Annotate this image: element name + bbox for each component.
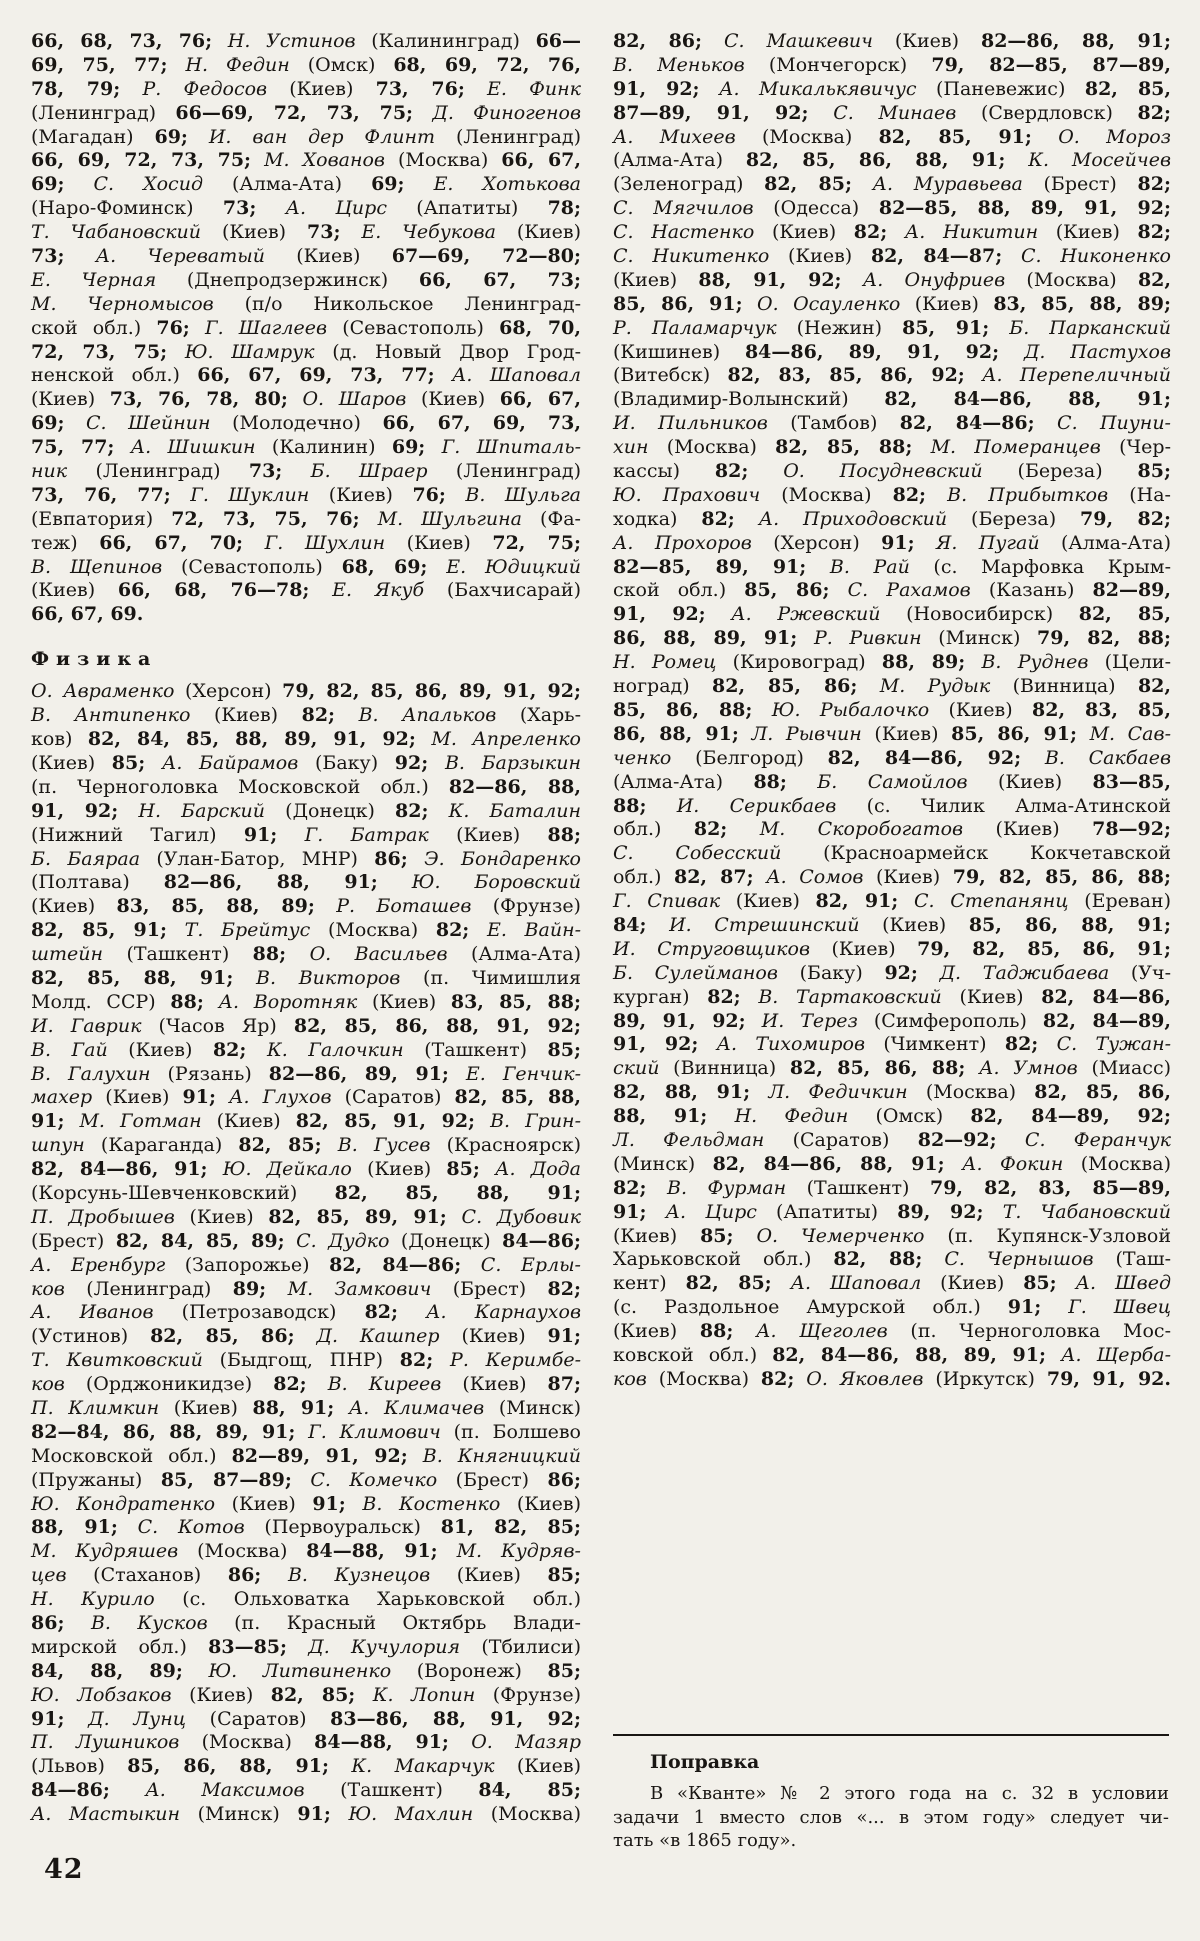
- index-line: (Витебск) 82, 83, 85, 86, 92; А. Перепеличный: [613, 364, 1171, 387]
- index-line: 88; И. Серикбаев (с. Чилик Алма-Атинской: [613, 794, 1171, 817]
- index-line: 91, 92; А. Микалькявичус (Паневежис) 82, 85,: [613, 77, 1172, 100]
- index-line: Московской обл.) 82—89, 91, 92; В. Княгницкий: [31, 1444, 582, 1467]
- index-line: П. Дробышев (Киев) 82, 85, 89, 91; С. Дубовик: [31, 1205, 581, 1228]
- index-line: ков) 82, 84, 85, 88, 89, 91, 92; М. Апреленко: [31, 728, 581, 751]
- index-line: С. Никитенко (Киев) 82, 84—87; С. Никоненко: [613, 245, 1171, 268]
- section-heading-physics: Физика: [31, 648, 158, 671]
- index-line: 69, 75, 77; Н. Федин (Омск) 68, 69, 72, 76,: [31, 53, 581, 76]
- index-line: Т. Чабановский (Киев) 73; Е. Чебукова (Киев): [31, 221, 581, 244]
- index-line: (Наро-Фоминск) 73; А. Цирс (Апатиты) 78;: [31, 197, 582, 220]
- index-line: С. Собесский (Красноармейск Кокчетавской: [613, 842, 1171, 865]
- index-line: (Киев) 88, 91, 92; А. Онуфриев (Москва) 82,: [613, 268, 1171, 291]
- index-line: 87—89, 91, 92; С. Минаев (Свердловск) 82;: [613, 101, 1172, 124]
- index-line: 89, 91, 92; И. Терез (Симферополь) 82, 84—89,: [613, 1009, 1172, 1032]
- index-line: (Киев) 85; О. Чемерченко (п. Купянск-Узловой: [613, 1224, 1171, 1247]
- index-line: (п. Черноголовка Московской обл.) 82—86, 88,: [31, 775, 581, 798]
- index-line: (Минск) 82, 84—86, 88, 91; А. Фокин (Москва): [613, 1152, 1171, 1175]
- index-line: Р. Паламарчук (Нежин) 85, 91; Б. Парканский: [613, 316, 1171, 339]
- right-column: [613, 30, 1171, 1392]
- index-line: 82; В. Фурман (Ташкент) 79, 82, 83, 85—89,: [613, 1176, 1171, 1199]
- index-entries-continued: [31, 30, 581, 627]
- index-line: 86, 88, 91; Л. Рывчин (Киев) 85, 86, 91; М. Сав-: [613, 722, 1171, 745]
- index-line: (Пружаны) 85, 87—89; С. Комечко (Брест) 86;: [31, 1468, 581, 1491]
- index-line: Б. Баяраа (Улан-Батор, МНР) 86; Э. Бондаренко: [31, 847, 581, 870]
- correction-line: В «Кванте» № 2 этого года на с. 32 в условии: [650, 1783, 1169, 1804]
- index-line: 91; Д. Лунц (Саратов) 83—86, 88, 91, 92;: [31, 1707, 581, 1730]
- index-line: (Корсунь-Шевченковский) 82, 85, 88, 91;: [31, 1181, 581, 1204]
- index-line: 84—86; А. Максимов (Ташкент) 84, 85;: [31, 1779, 582, 1802]
- index-line: (Зеленоград) 82, 85; А. Муравьева (Брест) 82;: [613, 173, 1171, 196]
- index-line: 66, 68, 73, 76; Н. Устинов (Калининград) 66—: [31, 30, 582, 52]
- index-line: 88, 91; С. Котов (Первоуральск) 81, 82, 85;: [31, 1516, 582, 1539]
- index-line: кент) 82, 85; А. Шаповал (Киев) 85; А. Швед: [613, 1272, 1172, 1295]
- index-line: хин (Москва) 82, 85, 88; М. Померанцев (Чер-: [613, 436, 1172, 459]
- index-line: ков (Орджоникидзе) 82; В. Киреев (Киев) 87;: [31, 1373, 581, 1396]
- index-line: ходка) 82; А. Приходовский (Береза) 79, 82;: [613, 507, 1172, 530]
- index-line: А. Еренбург (Запорожье) 82, 84—86; С. Ерлы-: [31, 1253, 581, 1276]
- index-line: 82, 85, 91; Т. Брейтус (Москва) 82; Е. Вайн-: [31, 919, 581, 942]
- index-line: 69; С. Шейнин (Молодечно) 66, 67, 69, 73,: [31, 412, 581, 435]
- index-line: 73; А. Череватый (Киев) 67—69, 72—80;: [31, 245, 581, 268]
- index-line: ской обл.) 76; Г. Шаглеев (Севастополь) 68, 70,: [31, 316, 581, 339]
- index-line: 91; А. Цирс (Апатиты) 89, 92; Т. Чабановский: [613, 1200, 1172, 1223]
- index-line: 86, 88, 89, 91; Р. Ривкин (Минск) 79, 82, 88;: [613, 627, 1172, 650]
- index-line: И. Гаврик (Часов Яр) 82, 85, 86, 88, 91, 92;: [31, 1014, 581, 1037]
- index-line: В. Меньков (Мончегорск) 79, 82—85, 87—89,: [613, 53, 1172, 76]
- index-line: В. Щепинов (Севастополь) 68, 69; Е. Юдицкий: [31, 555, 582, 578]
- index-line: (Львов) 85, 86, 88, 91; К. Макарчук (Киев): [31, 1755, 581, 1778]
- index-line: 91, 92; Н. Барский (Донецк) 82; К. Баталин: [31, 799, 582, 822]
- index-line: (Алма-Ата) 88; Б. Самойлов (Киев) 83—85,: [613, 770, 1171, 793]
- index-line: цев (Стаханов) 86; В. Кузнецов (Киев) 85;: [31, 1564, 582, 1587]
- index-line: 84, 88, 89; Ю. Литвиненко (Воронеж) 85;: [31, 1659, 582, 1682]
- index-line: (Кишинев) 84—86, 89, 91, 92; Д. Пастухов: [613, 340, 1172, 363]
- index-line: 78, 79; Р. Федосов (Киев) 73, 76; Е. Финк: [31, 77, 582, 100]
- correction-line: тать «в 1865 году».: [613, 1830, 797, 1852]
- index-line: С. Настенко (Киев) 82; А. Никитин (Киев) 82;: [613, 221, 1171, 244]
- index-line: 91, 92; А. Тихомиров (Чимкент) 82; С. Тужан-: [613, 1033, 1172, 1056]
- index-line: 75, 77; А. Шишкин (Калинин) 69; Г. Шпиталь-: [31, 436, 581, 459]
- index-line: обл.) 82, 87; А. Сомов (Киев) 79, 82, 85, 86, 88;: [613, 866, 1171, 889]
- index-line: (Алма-Ата) 82, 85, 86, 88, 91; К. Мосейчев: [613, 149, 1172, 172]
- index-line: шпун (Караганда) 82, 85; В. Гусев (Красноярск): [31, 1134, 582, 1157]
- index-line: (Ленинград) 66—69, 72, 73, 75; Д. Финогенов: [31, 101, 582, 124]
- index-line: А. Иванов (Петрозаводск) 82; А. Карнаухов: [31, 1301, 581, 1324]
- index-line: (Киев) 85; А. Байрамов (Баку) 92; В. Барзыкин: [31, 751, 581, 774]
- index-line: (Владимир-Волынский) 82, 84—86, 88, 91;: [613, 388, 1171, 411]
- index-line: мирской обл.) 83—85; Д. Кучулория (Тбилиси): [31, 1635, 581, 1658]
- correction-line: задачи 1 вместо слов «... в этом году» следует чи-: [613, 1806, 1169, 1828]
- correction-text: [613, 1782, 1169, 1853]
- index-line: В. Галухин (Рязань) 82—86, 89, 91; Е. Генчик-: [31, 1062, 581, 1085]
- index-line: махер (Киев) 91; А. Глухов (Саратов) 82, 85, 88,: [31, 1086, 581, 1109]
- page-number: 42: [44, 1854, 84, 1885]
- index-line: П. Климкин (Киев) 88, 91; А. Климачев (Минск): [31, 1396, 581, 1419]
- index-line: (Киев) 66, 68, 76—78; Е. Якуб (Бахчисарай): [31, 579, 582, 602]
- index-line: Ю. Прахович (Москва) 82; В. Прибытков (На-: [613, 483, 1171, 506]
- index-line: 72, 73, 75; Ю. Шамрук (д. Новый Двор Грод-: [31, 340, 581, 363]
- index-line: (Киев) 88; А. Щеголев (п. Черноголовка Мос-: [613, 1320, 1171, 1343]
- index-line: (Полтава) 82—86, 88, 91; Ю. Боровский: [31, 871, 581, 894]
- index-line: А. Михеев (Москва) 82, 85, 91; О. Мороз: [613, 125, 1172, 148]
- index-line: ской обл.) 85, 86; С. Рахамов (Казань) 82—89,: [613, 579, 1171, 602]
- left-column: [31, 30, 581, 1827]
- index-line: 73, 76, 77; Г. Шуклин (Киев) 76; В. Шульга: [31, 483, 582, 506]
- index-line: штейн (Ташкент) 88; О. Васильев (Алма-Ата): [31, 943, 581, 966]
- divider-rule: [613, 1734, 1169, 1736]
- index-line: 86; В. Кусков (п. Красный Октябрь Влади-: [31, 1612, 581, 1634]
- index-line: ковской обл.) 82, 84—86, 88, 89, 91; А. Щерба-: [613, 1343, 1172, 1366]
- index-line: В. Антипенко (Киев) 82; В. Апальков (Харь-: [31, 704, 582, 727]
- index-line: (Брест) 82, 84, 85, 89; С. Дудко (Донецк) 84—86;: [31, 1229, 582, 1252]
- correction-note: [613, 1734, 1169, 1853]
- index-line: Ю. Кондратенко (Киев) 91; В. Костенко (Киев): [31, 1492, 581, 1515]
- index-line: М. Черномысов (п/о Никольское Ленинград-: [31, 292, 581, 315]
- index-line: 88, 91; Н. Федин (Омск) 82, 84—89, 92;: [613, 1105, 1172, 1128]
- index-line: (Киев) 73, 76, 78, 80; О. Шаров (Киев) 66, 67,: [31, 388, 581, 411]
- index-line: (Магадан) 69; И. ван дер Флинт (Ленинград): [31, 125, 581, 148]
- index-line: И. Струговщиков (Киев) 79, 82, 85, 86, 91;: [613, 937, 1171, 960]
- index-line: О. Авраменко (Херсон) 79, 82, 85, 86, 89, 91, 92;: [31, 680, 581, 703]
- index-line: обл.) 82; М. Скоробогатов (Киев) 78—92;: [613, 818, 1172, 841]
- index-line: 82—84, 86, 88, 89, 91; Г. Климович (п. Болшево: [31, 1420, 581, 1443]
- index-line: В. Гай (Киев) 82; К. Галочкин (Ташкент) 85;: [31, 1038, 582, 1061]
- index-line: 85, 86, 91; О. Осауленко (Киев) 83, 85, 88, 89;: [613, 292, 1171, 315]
- index-line: (Евпатория) 72, 73, 75, 76; М. Шульгина (Фа-: [31, 507, 581, 530]
- index-line: ноград) 82, 85, 86; М. Рудык (Винница) 82,: [613, 675, 1171, 698]
- index-line: 66, 67, 69.: [31, 603, 144, 626]
- index-line: Т. Квитковский (Быдгощ, ПНР) 82; Р. Керимбе-: [31, 1349, 581, 1372]
- index-line: 82, 86; С. Машкевич (Киев) 82—86, 88, 91;: [613, 30, 1172, 52]
- physics-entries-left: [31, 680, 581, 1827]
- index-line: 66, 69, 72, 73, 75; М. Хованов (Москва) 66, 67,: [31, 149, 582, 172]
- physics-entries-right: [613, 30, 1171, 1392]
- index-line: Н. Ромец (Кировоград) 88, 89; В. Руднев (Цели-: [613, 651, 1171, 674]
- index-line: 91, 92; А. Ржевский (Новосибирск) 82, 85,: [613, 603, 1171, 626]
- index-line: 82, 88, 91; Л. Федичкин (Москва) 82, 85, 86,: [613, 1081, 1171, 1104]
- index-line: ник (Ленинград) 73; Б. Шраер (Ленинград): [31, 460, 581, 483]
- index-line: Н. Курило (с. Ольховатка Харьковской обл.): [31, 1588, 581, 1611]
- index-line: кассы) 82; О. Посудневский (Береза) 85;: [613, 460, 1171, 483]
- index-line: Б. Сулейманов (Баку) 92; Д. Таджибаева (Уч-: [613, 961, 1172, 984]
- index-line: И. Пильников (Тамбов) 82, 84—86; С. Пиуни-: [613, 412, 1171, 435]
- index-line: 84; И. Стрешинский (Киев) 85, 86, 88, 91;: [613, 913, 1171, 936]
- index-line: Молд. ССР) 88; А. Воротняк (Киев) 83, 85, 88;: [31, 990, 582, 1013]
- index-line: 82, 84—86, 91; Ю. Дейкало (Киев) 85; А. Дода: [31, 1158, 582, 1181]
- index-line: ков (Ленинград) 89; М. Замкович (Брест) 82;: [31, 1277, 581, 1300]
- index-line: курган) 82; В. Тартаковский (Киев) 82, 84—86,: [613, 985, 1172, 1008]
- index-line: ненской обл.) 66, 67, 69, 73, 77; А. Шаповал: [31, 364, 581, 387]
- index-line: А. Прохоров (Херсон) 91; Я. Пугай (Алма-Ата): [613, 531, 1171, 554]
- index-line: 82, 85, 88, 91; В. Викторов (п. Чимишлия: [31, 966, 582, 989]
- index-line: Ю. Лобзаков (Киев) 82, 85; К. Лопин (Фрунзе): [31, 1683, 582, 1706]
- correction-heading: Поправка: [650, 1751, 760, 1773]
- index-line: 82—85, 89, 91; В. Рай (с. Марфовка Крым-: [613, 555, 1171, 578]
- index-line: Харьковской обл.) 82, 88; С. Чернышов (Таш-: [613, 1248, 1172, 1271]
- index-line: (Киев) 83, 85, 88, 89; Р. Боташев (Фрунзе): [31, 895, 581, 918]
- index-line: Л. Фельдман (Саратов) 82—92; С. Феранчук: [613, 1128, 1171, 1151]
- index-line: теж) 66, 67, 70; Г. Шухлин (Киев) 72, 75;: [31, 531, 582, 554]
- index-line: ков (Москва) 82; О. Яковлев (Иркутск) 79, 91, 92.: [613, 1367, 1172, 1390]
- index-line: (с. Раздольное Амурской обл.) 91; Г. Швец: [613, 1296, 1172, 1319]
- index-line: 91; М. Готман (Киев) 82, 85, 91, 92; В. Грин-: [31, 1110, 581, 1133]
- index-line: 69; С. Хосид (Алма-Ата) 69; Е. Хотькова: [31, 173, 581, 196]
- index-line: 85, 86, 88; Ю. Рыбалочко (Киев) 82, 83, 85,: [613, 698, 1172, 721]
- index-line: (Устинов) 82, 85, 86; Д. Кашпер (Киев) 91;: [31, 1325, 582, 1348]
- index-line: ский (Винница) 82, 85, 86, 88; А. Умнов (Миасс): [613, 1057, 1171, 1080]
- index-line: (Нижний Тагил) 91; Г. Батрак (Киев) 88;: [31, 823, 581, 846]
- index-line: А. Мастыкин (Минск) 91; Ю. Махлин (Москва): [31, 1803, 581, 1826]
- index-line: М. Кудряшев (Москва) 84—88, 91; М. Кудряв-: [31, 1540, 581, 1563]
- index-line: С. Мягчилов (Одесса) 82—85, 88, 89, 91, 92;: [613, 197, 1171, 220]
- index-line: Г. Спивак (Киев) 82, 91; С. Степанянц (Ереван): [613, 890, 1171, 913]
- index-line: ченко (Белгород) 82, 84—86, 92; В. Сакбаев: [613, 746, 1172, 769]
- index-line: П. Лушников (Москва) 84—88, 91; О. Мазяр: [31, 1731, 582, 1754]
- index-line: Е. Черная (Днепродзержинск) 66, 67, 73;: [31, 268, 582, 291]
